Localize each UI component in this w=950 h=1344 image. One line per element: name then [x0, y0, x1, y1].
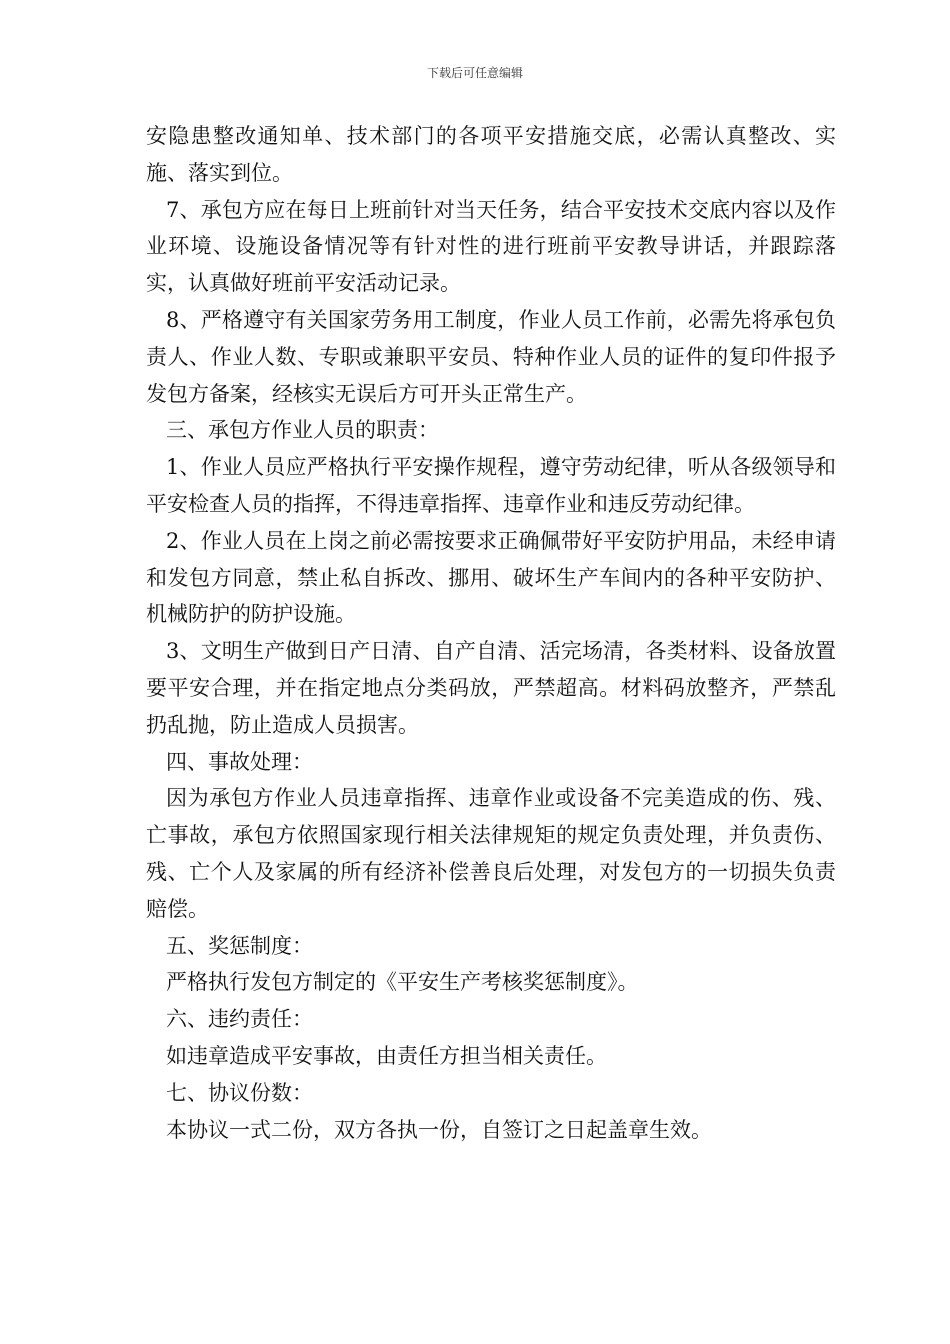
paragraph: 安隐患整改通知单、技术部门的各项平安措施交底，必需认真整改、实施、落实到位。: [146, 124, 836, 185]
section-heading: 六、违约责任：: [166, 1007, 313, 1032]
document-body: [146, 118, 836, 1148]
paragraph: 本协议一式二份，双方各执一份，自签订之日起盖章生效。: [166, 1117, 712, 1142]
paragraph: 2、作业人员在上岗之前必需按要求正确佩带好平安防护用品，未经申请和发包方同意，禁止私自拆改、挪用、破坏生产车间内的各种平安防护、机械防护的防护设施。: [146, 528, 836, 627]
paragraph: 7、承包方应在每日上班前针对当天任务，结合平安技术交底内容以及作业环境、设施设备情况等有针对性的进行班前平安教导讲话，并跟踪落实，认真做好班前平安活动记录。: [146, 197, 836, 296]
paragraph: 如违章造成平安事故，由责任方担当相关责任。: [166, 1043, 607, 1068]
paragraph: 因为承包方作业人员违章指挥、违章作业或设备不完美造成的伤、残、亡事故，承包方依照国家现行相关法律规矩的规定负责处理，并负责伤、残、亡个人及家属的所有经济补偿善良后处理，对发包方的一切损失负责赔偿。: [146, 786, 836, 921]
page-header: 下载后可任意编辑: [426, 66, 523, 80]
paragraph: 严格执行发包方制定的《平安生产考核奖惩制度》。: [166, 970, 639, 995]
paragraph: 3、文明生产做到日产日清、自产自清、活完场清，各类材料、设备放置要平安合理，并在指定地点分类码放，严禁超高。材料码放整齐，严禁乱扔乱抛，防止造成人员损害。: [146, 639, 836, 737]
section-heading: 三、承包方作业人员的职责：: [166, 418, 439, 443]
section-heading: 五、奖惩制度：: [166, 933, 313, 958]
paragraph: 8、严格遵守有关国家劳务用工制度，作业人员工作前，必需先将承包负责人、作业人数、专职或兼职平安员、特种作业人员的证件的复印件报予发包方备案，经核实无误后方可开头正常生产。: [146, 307, 836, 406]
paragraph: 1、作业人员应严格执行平安操作规程，遵守劳动纪律，听从各级领导和平安检查人员的指挥，不得违章指挥、违章作业和违反劳动纪律。: [146, 455, 836, 516]
section-heading: 七、协议份数：: [166, 1080, 313, 1105]
section-heading: 四、事故处理：: [166, 749, 313, 774]
